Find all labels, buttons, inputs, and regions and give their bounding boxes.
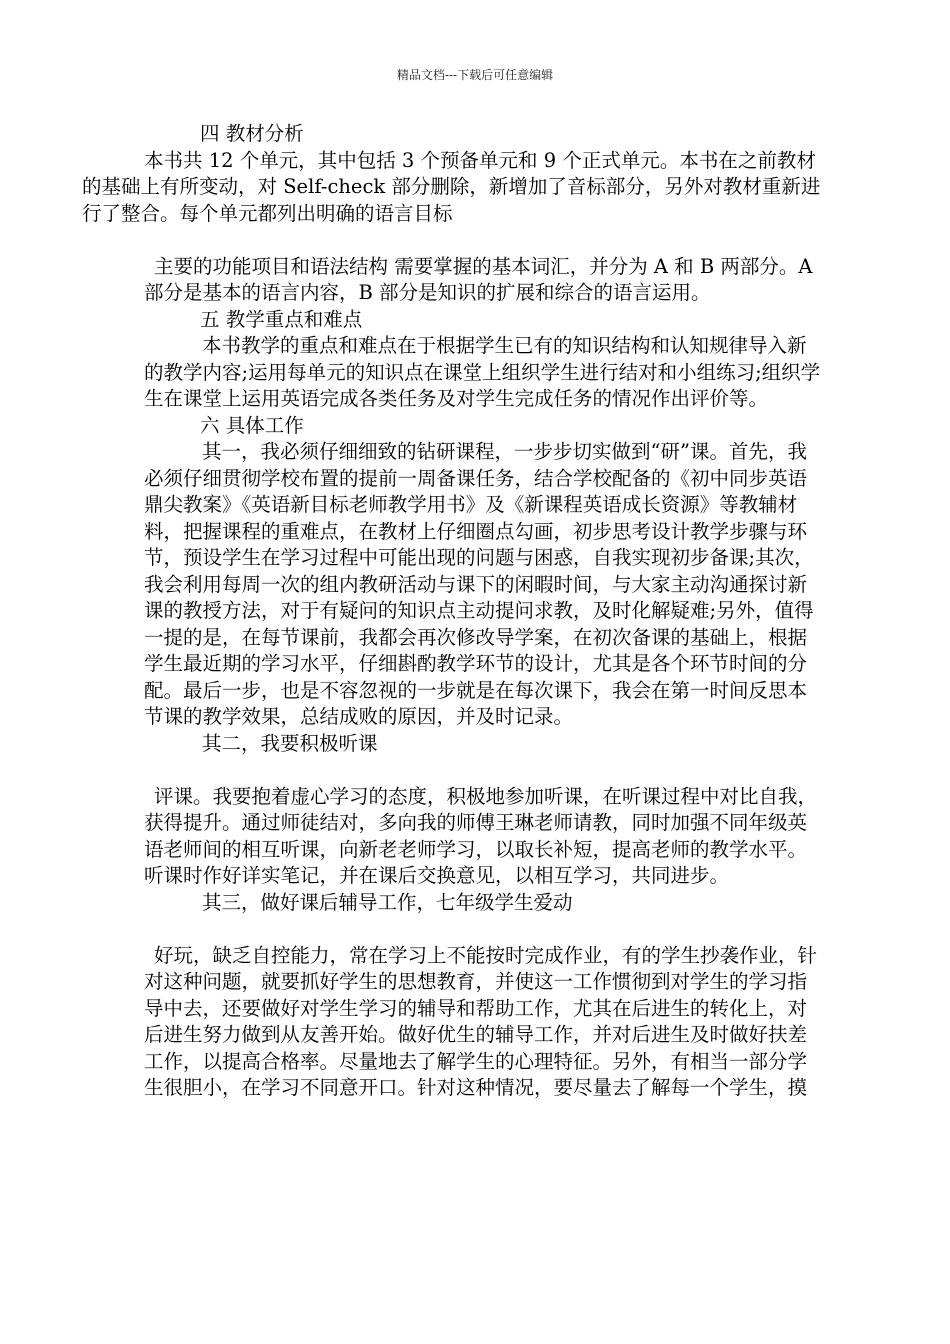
paragraph [82, 148, 824, 228]
paragraph [144, 784, 824, 890]
subsection-lead: 其二，我要积极听课 [202, 731, 378, 755]
paragraph-text: 好玩，缺乏自控能力，常在学习上不能按时完成作业，有的学生抄袭作业，针对这种问题，就要抓好学生的思想教育，并使这一工作惯彻到对学生的学习指导中去，还要做好对学生学习的辅导和帮助工作，尤其在后进生的转化上，对后进生努力做到从友善开始。做好优生的辅导工作，并对后进生及时做好扶差工作，以提高合格率。尽量地去了解学生的心理特征。另外，有相当一部分学生很胆小，在学习不同意开口。针对这种情况，要尽量去了解每一个学生，摸 [144, 943, 818, 1099]
paragraph-text: 评课。我要抱着虚心学习的态度，积极地参加听课，在听课过程中对比自我，获得提升。通过师徒结对，多向我的师傅王琳老师请教，同时加强不同年级英语老师间的相互听课，向新老老师学习，以取长补短，提高老师的教学水平。听课时作好详实笔记，并在课后交换意见，以相互学习，共同进步。 [144, 784, 818, 887]
paragraph [144, 254, 824, 307]
subsection-lead: 其三，做好课后辅导工作，七年级学生爱动 [202, 890, 573, 914]
paragraph [144, 439, 824, 731]
paragraph-text: 本书共 12 个单元，其中包括 3 个预备单元和 9 个正式单元。本书在之前教材的基础上有所变动，对 Self-check 部分删除，新增加了音标部分，另外对教材重新进行了整合。每个单元都列出明确的语言目标 [82, 148, 821, 225]
paragraph [144, 333, 824, 413]
paragraph-text: 主要的功能项目和语法结构 需要掌握的基本词汇，并分为 A 和 B 两部分。A 部分是基本的语言内容，B 部分是知识的扩展和综合的语言运用。 [144, 254, 813, 304]
paragraph-text: 其一，我必须仔细细致的钻研课程，一步步切实做到“研”课。首先，我必须仔细贯彻学校布置的提前一周备课任务，结合学校配备的《初中同步英语鼎尖教案》《英语新目标老师教学用书》及《新课程英语成长资源》等教辅材料，把握课程的重难点，在教材上仔细圈点勾画，初步思考设计教学步骤与环节，预设学生在学习过程中可能出现的问题与困惑，自我实现初步备课;其次，我会利用每周一次的组内教研活动与课下的闲暇时间，与大家主动沟通探讨新课的教授方法，对于有疑问的知识点主动提问求教，及时化解疑难;另外，值得一提的是，在每节课前，我都会再次修改导学案，在初次备课的基础上，根据学生最近期的学习水平，仔细斟酌教学环节的设计，尤其是各个环节时间的分配。最后一步，也是不容忽视的一步就是在每次课下，我会在第一时间反思本节课的教学效果，总结成败的原因，并及时记录。 [144, 440, 814, 728]
paragraph-text: 本书教学的重点和难点在于根据学生已有的知识结构和认知规律导入新的教学内容;运用每单元的知识点在课堂上组织学生进行结对和小组练习;组织学生在课堂上运用英语完成各类任务及对学生完成任务的情况作出评价等。 [144, 334, 821, 410]
section-heading-5: 五 教学重点和难点 [200, 307, 363, 331]
section-heading-4: 四 教材分析 [200, 122, 304, 145]
page-header: 精品文档---下载后可任意编辑 [396, 68, 554, 82]
paragraph [144, 943, 824, 1102]
section-heading-6: 六 具体工作 [200, 413, 304, 437]
document-body [82, 121, 824, 1102]
